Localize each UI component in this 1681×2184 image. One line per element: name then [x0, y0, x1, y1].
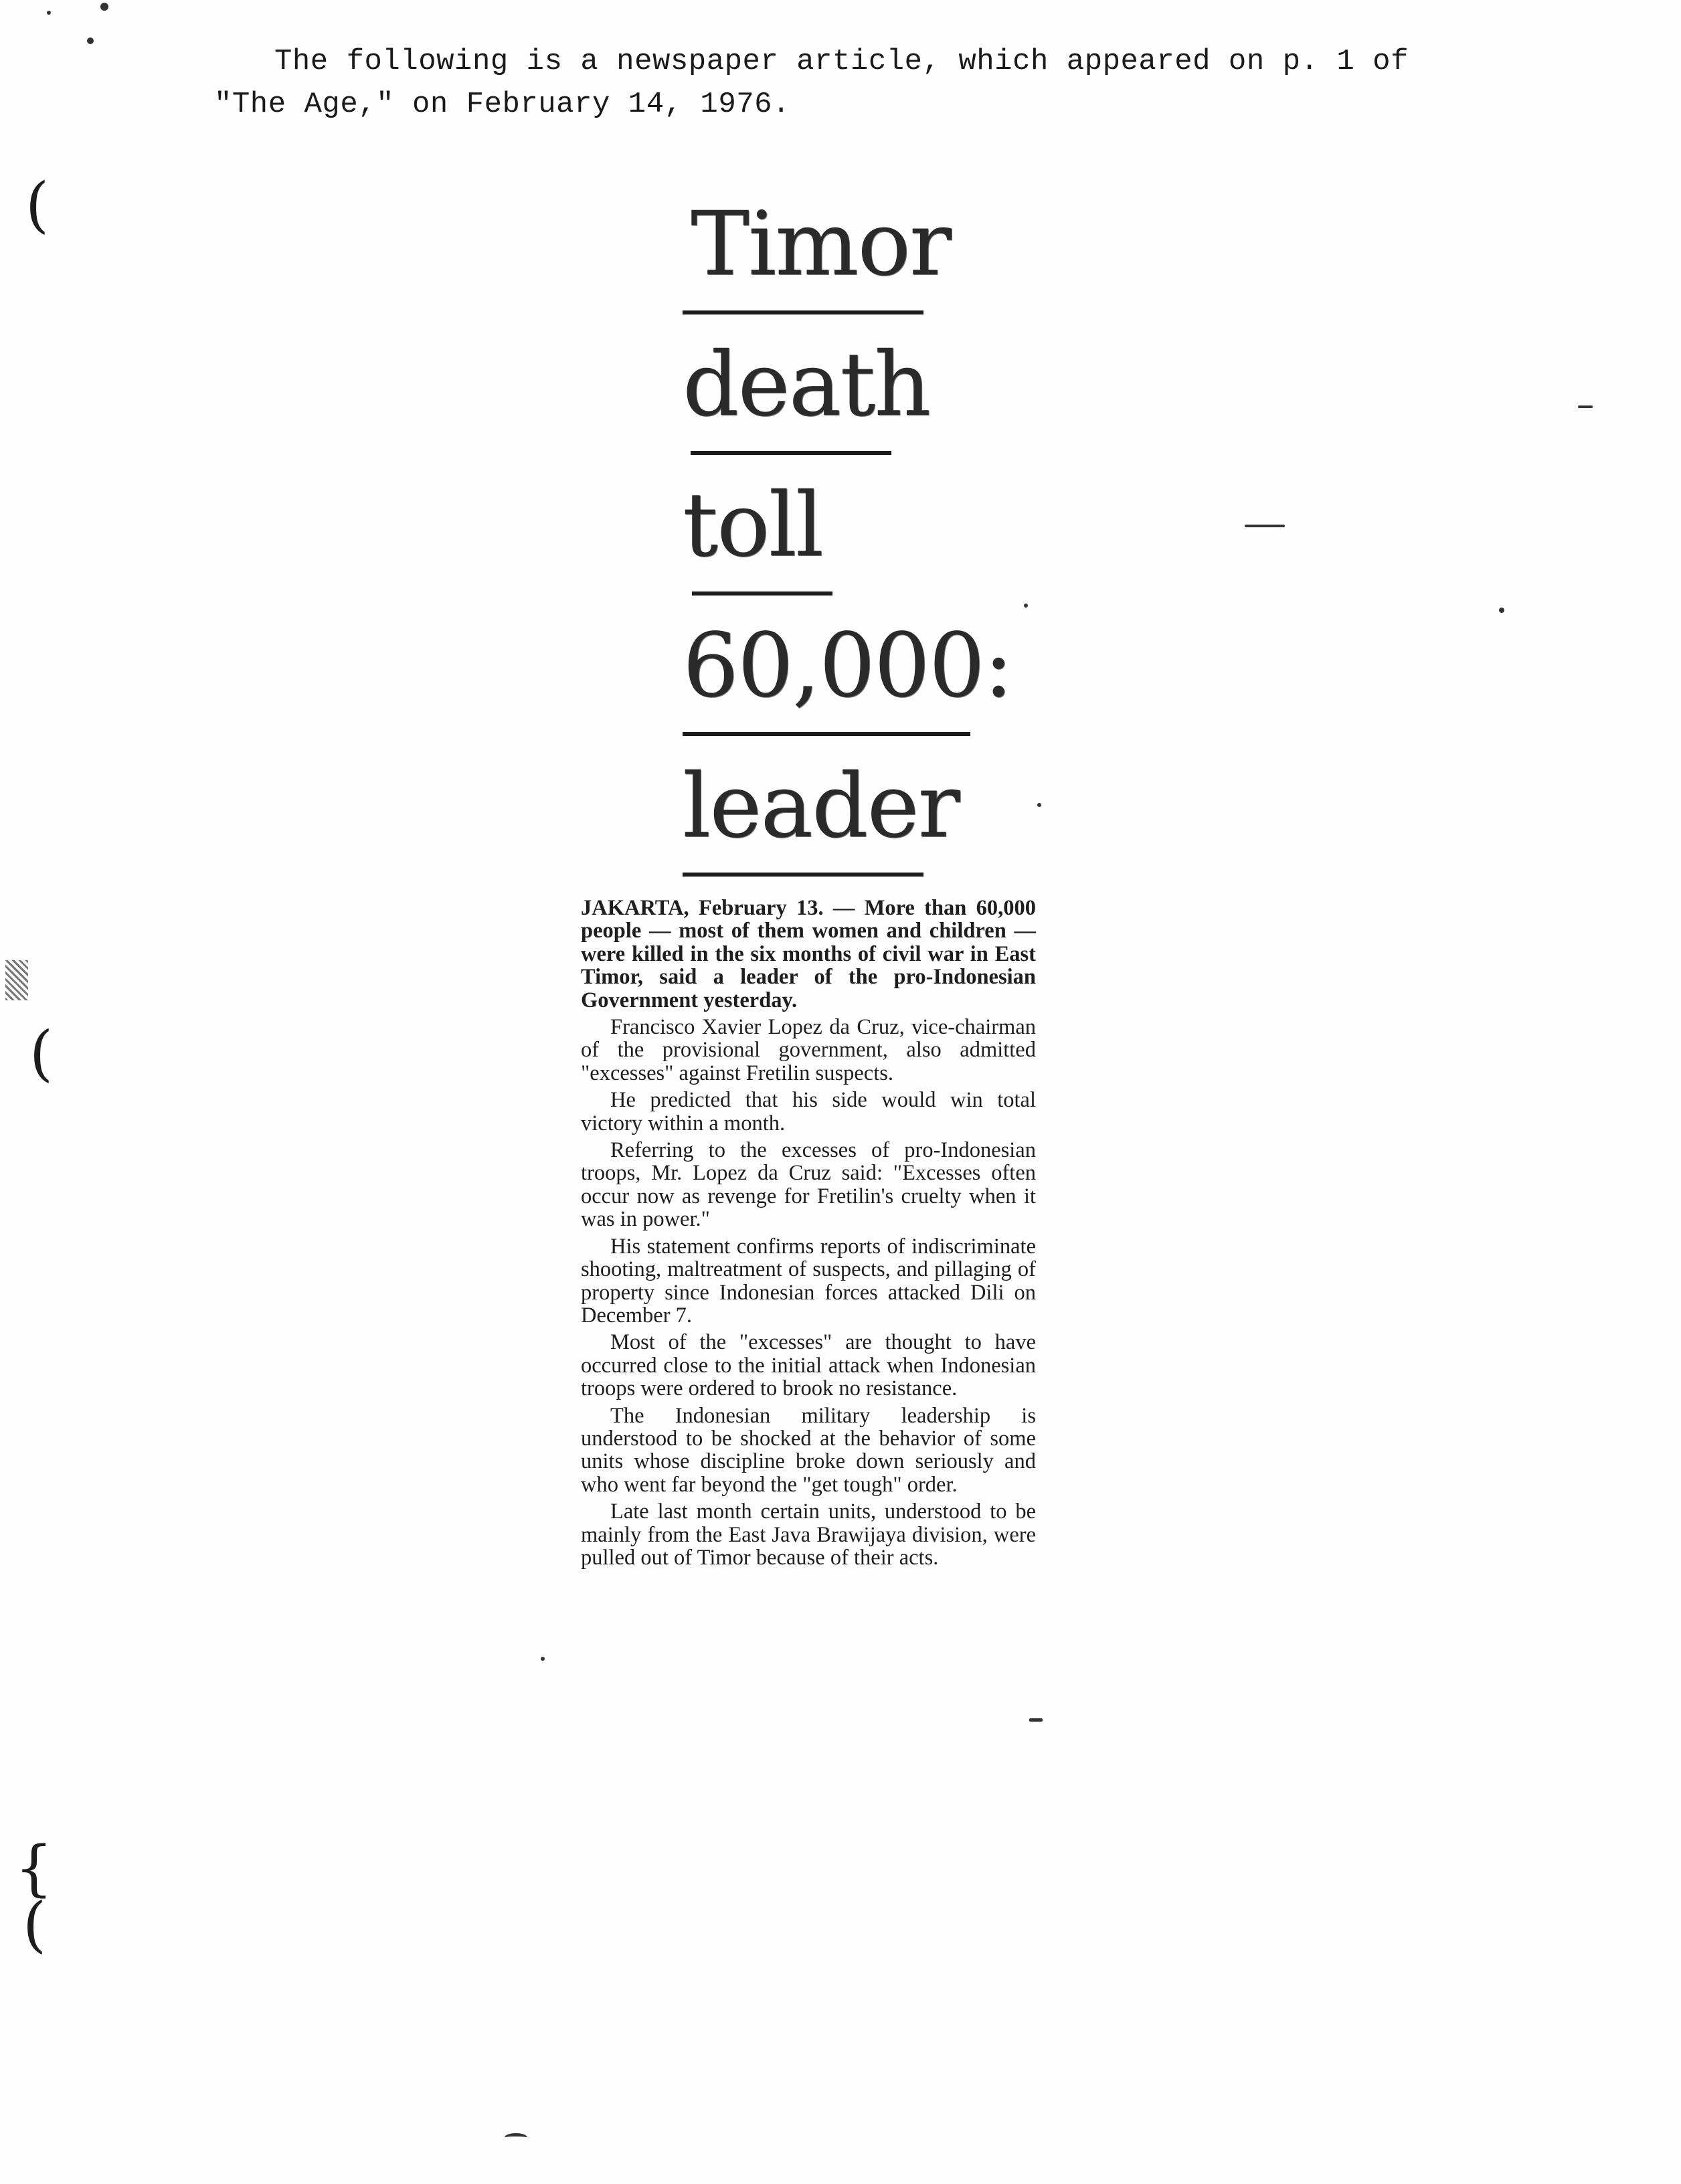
- scan-speck: [1245, 525, 1285, 527]
- scan-artifact: [505, 2133, 527, 2142]
- headline-word: 60,000:: [683, 614, 1012, 717]
- scan-speck: [1024, 604, 1028, 608]
- article-paragraph: Referring to the excesses of pro-Indonesian troops, Mr. Lopez da Cruz said: "Excesses often occur now as revenge for Fretilin's cruelty when it was in power.": [581, 1138, 1036, 1232]
- scan-speck: [1578, 405, 1593, 408]
- dateline: JAKARTA, February 13. —: [581, 896, 855, 920]
- headline-word: leader: [683, 755, 959, 858]
- headline-rule: [691, 451, 891, 455]
- article-body: [581, 897, 1036, 1573]
- scan-speck: [1029, 1718, 1043, 1722]
- article-paragraph: The Indonesian military leadership is understood to be shocked at the behavior of some units whose discipline broke down seriously and who went far beyond the "get tough" order.: [581, 1403, 1036, 1497]
- scan-speck: [541, 1657, 545, 1661]
- scan-speck: [47, 11, 51, 15]
- scan-speck: [100, 3, 108, 11]
- headline-word: toll: [683, 474, 822, 577]
- intro-note: [214, 40, 1419, 126]
- intro-line-1: The following is a newspaper article, which appeared on p. 1 of: [274, 45, 1409, 78]
- headline-word: Timor: [691, 193, 950, 296]
- headline-word: death: [683, 333, 930, 436]
- margin-mark: (: [23, 1890, 47, 1960]
- article-paragraph: Francisco Xavier Lopez da Cruz, vice-chairman of the provisional government, also admitted "excesses" against Fretilin suspects.: [581, 1015, 1036, 1085]
- headline-rule: [683, 732, 970, 736]
- headline-rule: [692, 592, 832, 596]
- scan-speck: [87, 37, 94, 44]
- margin-mark: (: [25, 170, 50, 240]
- lead-text: More than 60,000 people — most of them women and children — were killed in the six months of civil war in East Timor, said a leader of the pro-Indonesian Government yesterday.: [581, 896, 1037, 1012]
- scan-speck: [1499, 608, 1504, 613]
- intro-line-2: "The Age," on February 14, 1976.: [214, 88, 790, 121]
- headline: [683, 193, 1017, 903]
- article-paragraph: Late last month certain units, understood to be mainly from the East Java Brawijaya division, were pulled out of Timor because of their acts.: [581, 1499, 1036, 1570]
- article-paragraph: He predicted that his side would win total victory within a month.: [581, 1088, 1036, 1135]
- margin-mark: {: [15, 1833, 54, 1904]
- article-paragraph: Most of the "excesses" are thought to have occurred close to the initial attack when Indonesian troops were ordered to brook no resistance.: [581, 1330, 1036, 1401]
- scan-speck: [1037, 803, 1041, 807]
- article-lead: [581, 897, 1036, 1012]
- headline-rule: [683, 310, 923, 314]
- article-paragraph: His statement confirms reports of indiscriminate shooting, maltreatment of suspects, and pillaging of property since Indonesian forces attacked Dili on December 7.: [581, 1234, 1036, 1328]
- scan-artifact: [5, 960, 28, 1000]
- margin-mark: (: [29, 1018, 54, 1089]
- headline-rule: [683, 873, 923, 877]
